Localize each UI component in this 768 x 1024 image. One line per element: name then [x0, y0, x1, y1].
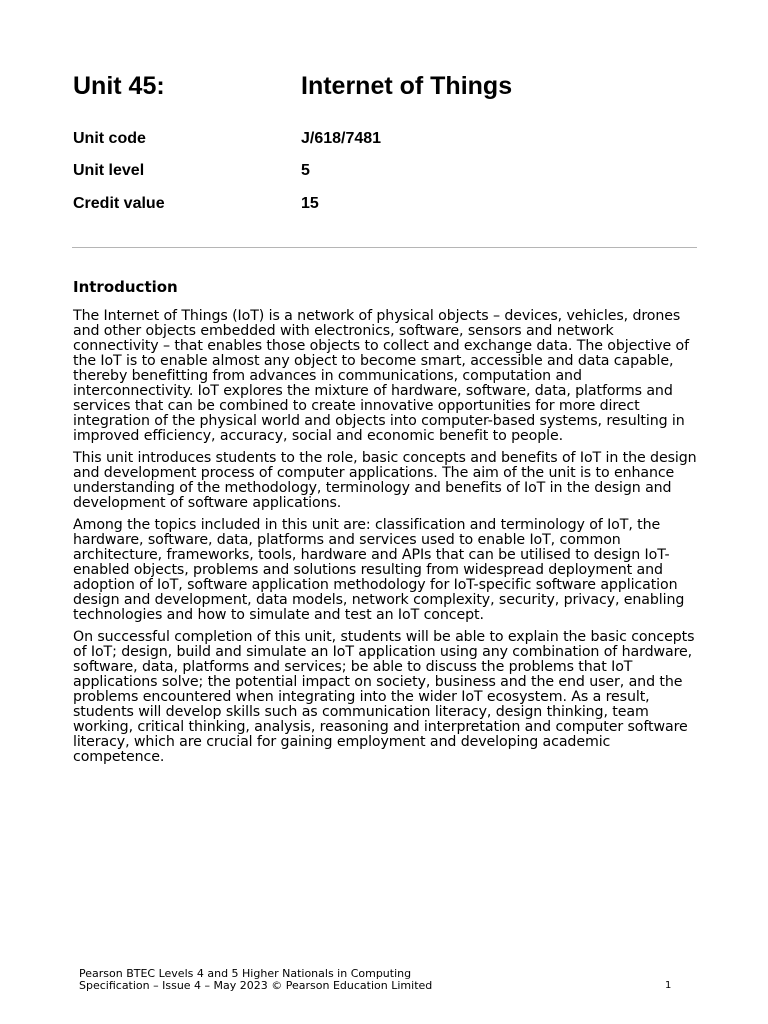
- page-number: 1: [665, 980, 672, 991]
- unit-title-row: [73, 70, 693, 104]
- meta-value: 5: [301, 162, 310, 179]
- paragraph: The Internet of Things (IoT) is a network of physical objects – devices, vehicles, drones and other objects embedded with electronics, software, sensors and network connectivity – that enables those objects to collect and exchange data. The objective of the IoT is to enable almost any object to become smart, accessible and data capable, thereby benefitting from advances in communications, computation and interconnectivity. IoT explores the mixture of hardware, software, data, platforms and services that can be combined to create innovative opportunities for more direct integration of the physical world and objects into computer-based systems, resulting in improved efficiency, accuracy, social and economic benefit to people.: [73, 308, 690, 444]
- meta-row-unit-code: [73, 129, 693, 151]
- meta-row-credit-value: [73, 194, 693, 216]
- paragraph: This unit introduces students to the role, basic concepts and benefits of IoT in the design and development process of computer applications. The aim of the unit is to enhance understanding of the methodology, terminology and benefits of IoT in the design and development of software applications.: [73, 450, 697, 511]
- meta-label: Credit value: [73, 195, 165, 212]
- meta-label: Unit level: [73, 162, 145, 179]
- paragraph: Among the topics included in this unit are: classification and terminology of IoT, the hardware, software, data, platforms and services used to enable IoT, common architecture, frameworks, tools, hardware and APIs that can be utilised to design IoT- enabled objects, problems and solutions resulting from widespread deployment and adoption of IoT, software application methodology for IoT-specific software application design and development, data models, network complexity, security, privacy, enabling technologies and how to simulate and test an IoT concept.: [73, 517, 685, 623]
- paragraph: On successful completion of this unit, students will be able to explain the basic concepts of IoT; design, build and simulate an IoT application using any combination of hardware, software, data, platforms and services; be able to discuss the problems that IoT applications solve; the potential impact on society, business and the end user, and the problems encountered when integrating into the wider IoT ecosystem. As a result, students will develop skills such as communication literacy, design thinking, team working, critical thinking, analysis, reasoning and interpretation and computer software literacy, which are crucial for gaining employment and developing academic competence.: [73, 629, 695, 765]
- section-divider: [72, 247, 697, 248]
- meta-row-unit-level: [73, 161, 693, 183]
- introduction-body: [73, 309, 701, 772]
- meta-value: J/618/7481: [301, 130, 382, 147]
- meta-label: Unit code: [73, 130, 146, 147]
- footer-line: Specification – Issue 4 – May 2023 © Pearson Education Limited: [79, 979, 433, 992]
- meta-value: 15: [301, 195, 319, 212]
- page-footer: [79, 968, 432, 992]
- unit-number: Unit 45:: [73, 72, 165, 100]
- unit-name: Internet of Things: [301, 72, 513, 100]
- introduction-heading: Introduction: [73, 278, 178, 296]
- footer-line: Pearson BTEC Levels 4 and 5 Higher Nationals in Computing: [79, 967, 412, 980]
